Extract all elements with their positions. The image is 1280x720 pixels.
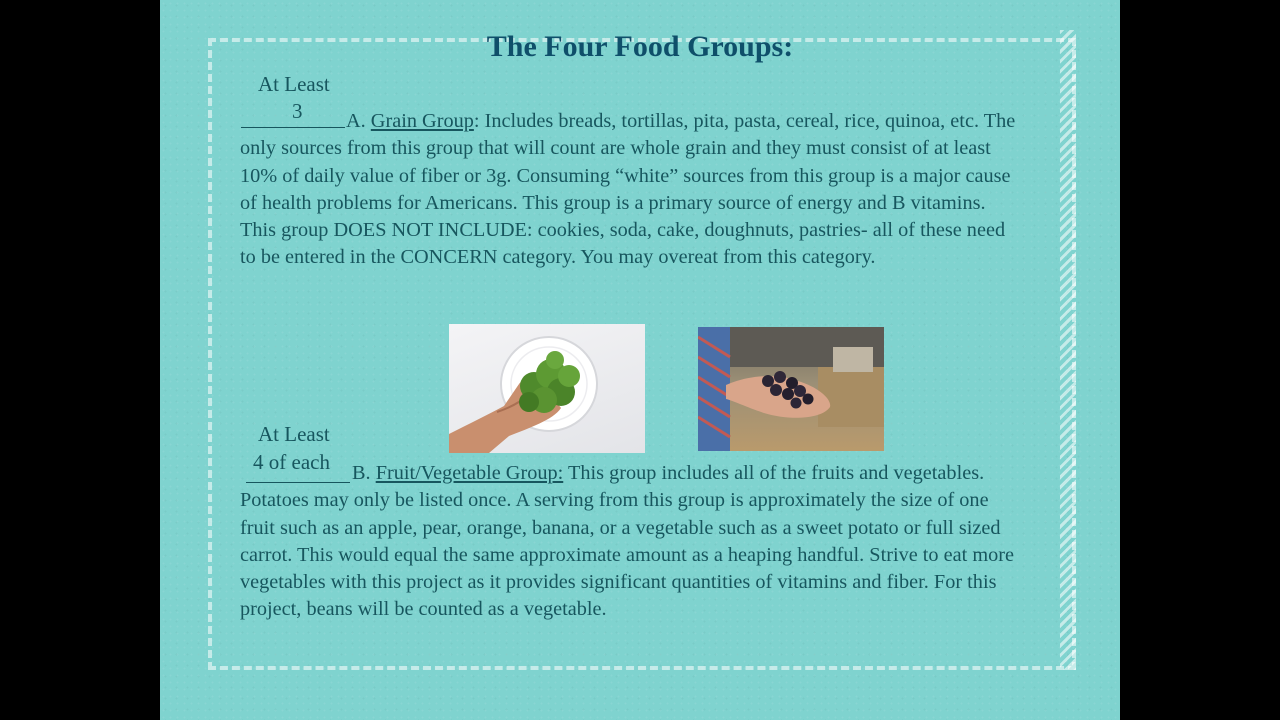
slide	[160, 0, 1120, 720]
grain-body: : Includes breads, tortillas, pita, pasta, cereal, rice, quinoa, etc. The only sources from this group that will count are whole grain and they must consist of at least 10% of daily value of fiber or 3g. Consuming “white” sources from this group is a major cause of health problems for Americans. This group is a primary source of energy and B vitamins. This group DOES NOT INCLUDE: cookies, soda, cake, doughnuts, pastries- all of these need to be entered in the CONCERN category. You may overeat from this category.	[240, 110, 1016, 269]
grain-amount: 3	[292, 99, 303, 123]
slide-title: The Four Food Groups:	[486, 30, 794, 63]
fruitveg-body: This group includes all of the fruits and vegetables. Potatoes may only be listed once. A serving from this group is approximately the size of one fruit such as an apple, pear, orange, banana, or a vegetable such as a sweet potato or full sized carrot. This would equal the same approximate amount as a heaping handful. Strive to eat more vegetables with this project as it provides significant quantities of vitamins and fiber. For this project, beans will be counted as a vegetable.	[240, 462, 1015, 621]
fruitveg-paragraph	[240, 460, 1020, 624]
grain-heading: Grain Group	[370, 110, 474, 132]
grain-label: A.	[346, 110, 366, 132]
grain-at-least-label: At Least	[258, 72, 330, 96]
fruitveg-label: B.	[352, 462, 371, 484]
blueberries-photo	[698, 327, 884, 451]
fruitveg-amount: 4 of each	[253, 450, 330, 474]
broccoli-photo	[449, 324, 645, 453]
grain-paragraph	[240, 108, 1020, 272]
decorative-frame-edge	[1060, 30, 1076, 670]
fruitveg-heading: Fruit/Vegetable Group:	[375, 462, 564, 484]
fruitveg-at-least-label: At Least	[258, 422, 330, 446]
